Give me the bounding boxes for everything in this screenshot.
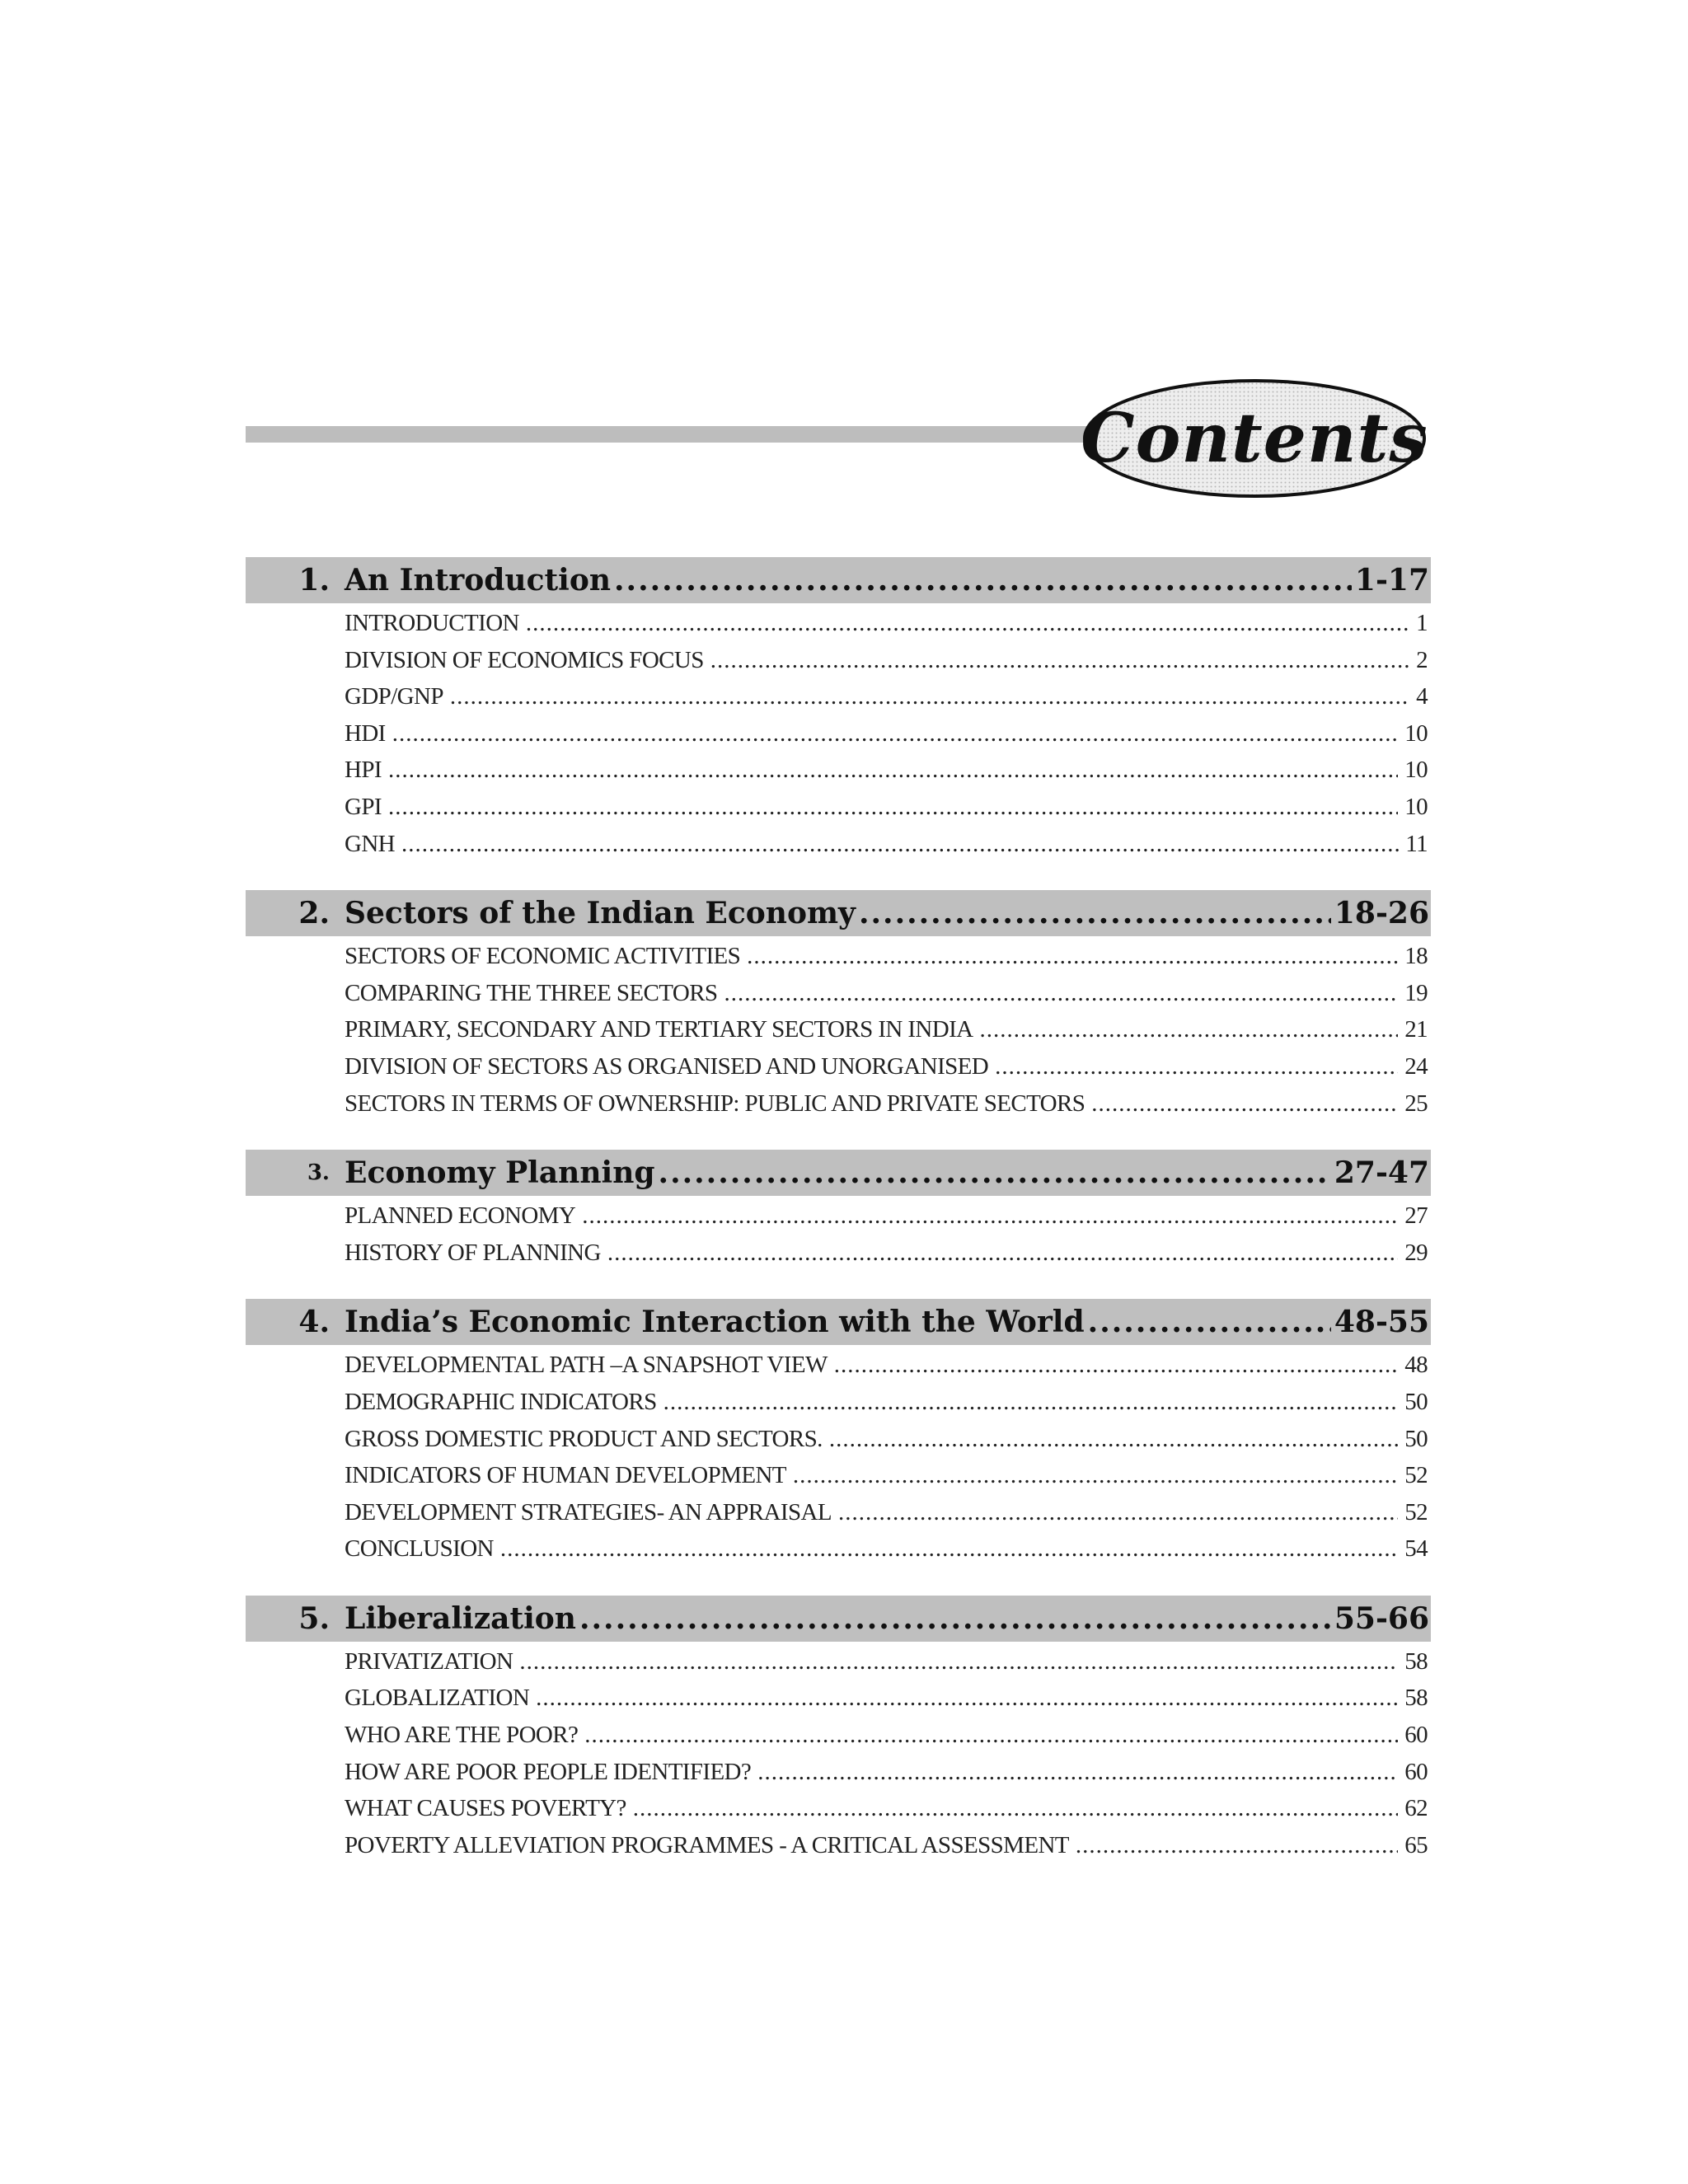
entry-label: DIVISION OF ECONOMICS FOCUS	[345, 646, 704, 673]
chapter-pages: 48-55	[1334, 1305, 1429, 1340]
entry-label: PRIMARY, SECONDARY AND TERTIARY SECTORS IN INDIA	[345, 1016, 973, 1043]
toc-entry[interactable]	[345, 943, 1431, 980]
entry-label: GROSS DOMESTIC PRODUCT AND SECTORS.	[345, 1425, 823, 1452]
entry-label: DEMOGRAPHIC INDICATORS	[345, 1388, 657, 1415]
entry-page: 19	[1404, 979, 1428, 1006]
entry-page: 60	[1404, 1758, 1428, 1785]
dot-leader	[536, 1685, 1398, 1712]
chapter-number: 1.	[298, 563, 330, 598]
dot-leader	[526, 610, 1409, 637]
dot-leader	[710, 647, 1409, 674]
entry-page: 29	[1404, 1239, 1428, 1266]
dot-leader	[1076, 1832, 1398, 1859]
dot-leader	[834, 1352, 1398, 1379]
dot-leader	[500, 1535, 1398, 1563]
toc-entry[interactable]	[345, 1352, 1431, 1389]
entry-label: HDI	[345, 719, 386, 747]
dot-leader	[1091, 1090, 1398, 1118]
entry-page: 1	[1416, 610, 1428, 636]
chapter-entries	[246, 936, 1431, 1150]
dot-leader	[607, 1240, 1398, 1267]
chapter-entries	[246, 603, 1431, 890]
chapter-entries	[246, 1196, 1431, 1299]
toc-entry[interactable]	[345, 610, 1431, 647]
toc-entry[interactable]	[345, 1499, 1431, 1536]
dot-leader	[584, 1722, 1398, 1749]
toc-entry[interactable]	[345, 1685, 1431, 1722]
toc-entry[interactable]	[345, 1648, 1431, 1685]
entry-label: INTRODUCTION	[345, 610, 519, 636]
header-rule	[246, 426, 1119, 443]
chapter-number: 3.	[307, 1160, 330, 1186]
entry-page: 52	[1404, 1498, 1428, 1526]
chapter-pages: 27-47	[1334, 1155, 1429, 1191]
table-of-contents	[246, 557, 1431, 1891]
toc-entry[interactable]	[345, 1795, 1431, 1832]
entry-page: 2	[1416, 646, 1428, 673]
chapter-heading[interactable]	[246, 1299, 1431, 1345]
entry-label: PRIVATIZATION	[345, 1647, 513, 1675]
entry-page: 62	[1404, 1795, 1428, 1822]
dot-leader	[519, 1648, 1398, 1675]
entry-label: DIVISION OF SECTORS AS ORGANISED AND UNORGANISED	[345, 1052, 989, 1080]
toc-entry[interactable]	[345, 720, 1431, 757]
entry-page: 10	[1404, 793, 1428, 820]
entry-label: DEVELOPMENTAL PATH –A SNAPSHOT VIEW	[345, 1352, 828, 1379]
entry-page: 24	[1404, 1052, 1428, 1080]
entry-label: GDP/GNP	[345, 683, 443, 710]
chapter-heading[interactable]	[246, 557, 1431, 603]
toc-entry[interactable]	[345, 1090, 1431, 1127]
entry-label: INDICATORS OF HUMAN DEVELOPMENT	[345, 1462, 786, 1489]
entry-label: SECTORS IN TERMS OF OWNERSHIP: PUBLIC AND PRIVATE SECTORS	[345, 1090, 1085, 1117]
toc-entry[interactable]	[345, 1389, 1431, 1426]
entry-page: 50	[1404, 1425, 1428, 1452]
entry-page: 50	[1404, 1388, 1428, 1415]
dot-leader	[392, 720, 1398, 748]
dot-leader	[614, 563, 1352, 598]
entry-page: 11	[1405, 830, 1428, 857]
entry-page: 65	[1404, 1831, 1428, 1858]
entry-label: SECTORS OF ECONOMIC ACTIVITIES	[345, 943, 741, 970]
chapter-title: Liberalization	[345, 1601, 576, 1636]
entry-label: GPI	[345, 793, 382, 820]
dot-leader	[633, 1795, 1398, 1822]
dot-leader	[388, 794, 1398, 821]
toc-entry[interactable]	[345, 980, 1431, 1017]
entry-label: HPI	[345, 757, 382, 784]
dot-leader	[995, 1053, 1398, 1080]
toc-entry[interactable]	[345, 794, 1431, 831]
chapter-title: Sectors of the Indian Economy	[345, 896, 856, 931]
dot-leader	[793, 1462, 1398, 1489]
chapter-heading[interactable]	[246, 1150, 1431, 1196]
entry-label: GLOBALIZATION	[345, 1685, 530, 1712]
entry-page: 10	[1404, 719, 1428, 747]
dot-leader	[582, 1202, 1398, 1230]
dot-leader	[829, 1426, 1398, 1453]
dot-leader	[838, 1499, 1398, 1526]
dot-leader	[450, 683, 1409, 710]
chapter-pages: 55-66	[1334, 1601, 1429, 1636]
entry-page: 48	[1404, 1352, 1428, 1379]
toc-entry[interactable]	[345, 1053, 1431, 1090]
entry-page: 27	[1404, 1202, 1428, 1230]
entry-label: WHO ARE THE POOR?	[345, 1722, 579, 1749]
chapter-title: An Introduction	[345, 563, 612, 598]
entry-page: 10	[1404, 757, 1428, 784]
chapter-5	[246, 1596, 1431, 1892]
entry-label: CONCLUSION	[345, 1535, 494, 1563]
dot-leader	[579, 1601, 1331, 1636]
chapter-heading[interactable]	[246, 1596, 1431, 1642]
entry-label: HISTORY OF PLANNING	[345, 1239, 601, 1266]
entry-page: 58	[1404, 1685, 1428, 1712]
chapter-title: India’s Economic Interaction with the World	[345, 1305, 1085, 1340]
entry-label: COMPARING THE THREE SECTORS	[345, 979, 718, 1006]
toc-entry[interactable]	[345, 1462, 1431, 1499]
toc-entry[interactable]	[345, 1722, 1431, 1759]
chapter-number: 2.	[298, 896, 330, 931]
dot-leader	[388, 757, 1398, 784]
toc-entry[interactable]	[345, 683, 1431, 720]
chapter-2	[246, 890, 1431, 1150]
toc-entry[interactable]	[345, 1240, 1431, 1277]
chapter-number: 4.	[298, 1305, 330, 1340]
dot-leader	[724, 980, 1398, 1007]
toc-entry[interactable]	[345, 1832, 1431, 1869]
chapter-3	[246, 1150, 1431, 1299]
entry-label: WHAT CAUSES POVERTY?	[345, 1795, 626, 1822]
chapter-1	[246, 557, 1431, 890]
toc-entry[interactable]	[345, 1535, 1431, 1572]
entry-label: DEVELOPMENT STRATEGIES- AN APPRAISAL	[345, 1498, 832, 1526]
dot-leader	[663, 1389, 1399, 1416]
toc-entry[interactable]	[345, 831, 1431, 868]
entry-page: 21	[1404, 1016, 1428, 1043]
chapter-pages: 1-17	[1354, 563, 1429, 598]
chapter-4	[246, 1299, 1431, 1596]
toc-entry[interactable]	[345, 757, 1431, 794]
entry-page: 18	[1404, 943, 1428, 970]
chapter-entries	[246, 1345, 1431, 1596]
toc-entry[interactable]	[345, 1016, 1431, 1053]
chapter-heading[interactable]	[246, 890, 1431, 936]
chapter-title: Economy Planning	[345, 1155, 655, 1191]
dot-leader	[1088, 1305, 1331, 1339]
chapter-number: 5.	[298, 1601, 330, 1636]
chapter-entries	[246, 1642, 1431, 1892]
toc-entry[interactable]	[345, 1426, 1431, 1463]
entry-page: 58	[1404, 1647, 1428, 1675]
dot-leader	[757, 1759, 1398, 1786]
toc-entry[interactable]	[345, 1202, 1431, 1240]
chapter-pages: 18-26	[1334, 896, 1429, 931]
toc-entry[interactable]	[345, 1759, 1431, 1796]
entry-page: 52	[1404, 1462, 1428, 1489]
entry-page: 25	[1404, 1090, 1428, 1117]
page-title: Contents	[1081, 399, 1428, 478]
dot-leader	[747, 943, 1398, 970]
entry-label: PLANNED ECONOMY	[345, 1202, 576, 1230]
toc-entry[interactable]	[345, 647, 1431, 684]
entry-label: HOW ARE POOR PEOPLE IDENTIFIED?	[345, 1758, 752, 1785]
entry-page: 60	[1404, 1722, 1428, 1749]
dot-leader	[659, 1155, 1331, 1190]
entry-label: GNH	[345, 830, 396, 857]
entry-page: 4	[1416, 683, 1428, 710]
dot-leader	[401, 831, 1399, 858]
dot-leader	[980, 1016, 1399, 1043]
dot-leader	[859, 896, 1331, 930]
entry-page: 54	[1404, 1535, 1428, 1563]
entry-label: POVERTY ALLEVIATION PROGRAMMES - A CRITICAL ASSESSMENT	[345, 1831, 1069, 1858]
